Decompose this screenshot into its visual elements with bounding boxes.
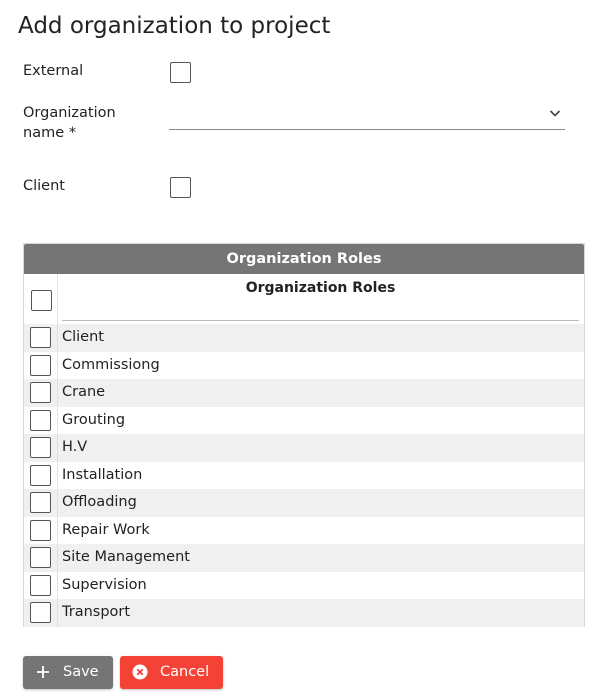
table-row[interactable]	[24, 324, 584, 352]
table-row[interactable]	[24, 434, 584, 462]
external-label: External	[23, 63, 84, 79]
table-row[interactable]	[24, 489, 584, 517]
row-checkbox-cell	[24, 434, 58, 462]
external-checkbox[interactable]	[170, 62, 191, 83]
row-checkbox[interactable]	[30, 382, 51, 403]
row-label: Site Management	[62, 549, 190, 565]
row-label: Offloading	[62, 494, 137, 510]
row-checkbox[interactable]	[30, 602, 51, 623]
column-header-underline	[62, 320, 579, 321]
organization-name-select[interactable]	[169, 100, 565, 130]
table-row[interactable]	[24, 462, 584, 490]
row-label: Grouting	[62, 411, 126, 428]
row-checkbox-cell	[24, 324, 58, 352]
select-all-checkbox[interactable]	[31, 290, 52, 311]
select-all-cell	[24, 274, 58, 324]
organization-roles-grid	[23, 243, 585, 627]
row-label: Client	[62, 329, 104, 345]
row-label: Crane	[62, 384, 106, 400]
organization-name-underline	[169, 129, 565, 130]
grid-header: Organization Roles	[24, 244, 584, 274]
row-checkbox-cell	[24, 352, 58, 380]
column-header-title: Organization Roles	[245, 280, 396, 296]
row-checkbox-cell	[24, 572, 58, 600]
table-row[interactable]	[24, 407, 584, 435]
row-checkbox[interactable]	[30, 355, 51, 376]
table-row[interactable]	[24, 517, 584, 545]
row-checkbox-cell	[24, 599, 58, 627]
row-label: Installation	[62, 466, 143, 483]
table-row[interactable]	[24, 352, 584, 380]
row-label: H.V	[62, 439, 88, 455]
row-checkbox[interactable]	[30, 547, 51, 568]
row-label: Repair Work	[62, 521, 150, 538]
cancel-button[interactable]	[120, 656, 223, 689]
close-circle-icon	[132, 664, 148, 680]
dialog-title: Add organization to project	[18, 13, 331, 39]
row-label: Transport	[62, 604, 131, 620]
row-checkbox-cell	[24, 517, 58, 545]
row-checkbox[interactable]	[30, 492, 51, 513]
column-header[interactable]	[57, 274, 584, 324]
row-checkbox[interactable]	[30, 410, 51, 431]
row-label: Commissiong	[62, 356, 160, 373]
table-row[interactable]	[24, 599, 584, 627]
row-checkbox[interactable]	[30, 465, 51, 486]
chevron-down-icon[interactable]	[548, 106, 562, 120]
table-row[interactable]	[24, 379, 584, 407]
table-row[interactable]	[24, 572, 584, 600]
row-checkbox[interactable]	[30, 327, 51, 348]
row-checkbox[interactable]	[30, 575, 51, 596]
client-checkbox[interactable]	[170, 177, 191, 198]
save-button[interactable]	[23, 656, 113, 689]
row-label: Supervision	[62, 576, 147, 593]
row-checkbox-cell	[24, 489, 58, 517]
row-checkbox-cell	[24, 379, 58, 407]
plus-icon	[35, 664, 51, 680]
cancel-button-label: Cancel	[160, 664, 210, 680]
save-button-label: Save	[63, 664, 99, 680]
row-checkbox-cell	[24, 407, 58, 435]
organization-name-label: Organization name *	[23, 105, 116, 141]
client-label: Client	[23, 178, 65, 194]
row-checkbox-cell	[24, 462, 58, 490]
row-checkbox-cell	[24, 544, 58, 572]
row-checkbox[interactable]	[30, 437, 51, 458]
row-checkbox[interactable]	[30, 520, 51, 541]
table-row[interactable]	[24, 544, 584, 572]
